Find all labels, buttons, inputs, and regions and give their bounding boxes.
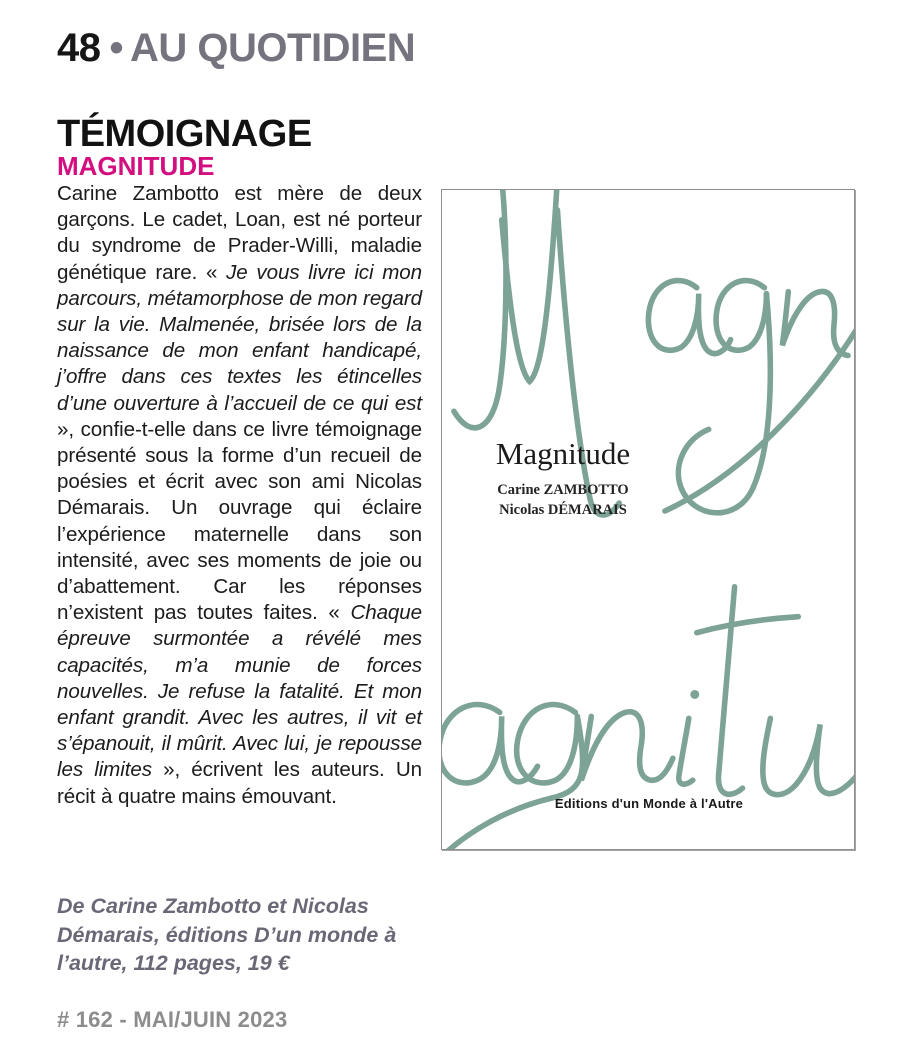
issue-line: # 162 - MAI/JUIN 2023 <box>57 1007 288 1032</box>
body-segment: », confie-t-elle dans ce livre témoignage présenté sous la forme d’un recueil de poésies et écrit avec son ami Nicolas Démarais. Un ouvrage qui éclaire l’expérience maternelle dans son intensité, avec ses moments de joie ou d’abattement. Car les réponses n’existent pas toutes faites. « <box>57 417 422 625</box>
article-title: MAGNITUDE <box>57 151 215 181</box>
book-title: Magnitude <box>495 436 631 471</box>
book-author-2: Nicolas DÉMARAIS <box>499 501 627 518</box>
body-segment: », écrivent les auteurs. Un récit à quatre mains émouvant. <box>57 758 422 808</box>
body-segment: Carine Zambotto est mère de deux garçons. Le cadet, Loan, est né porteur du syndrome de Prader-Willi, maladie génétique rare. « <box>57 182 422 284</box>
book-author-1: Carine ZAMBOTTO <box>497 482 629 498</box>
page-number: 48 <box>57 26 101 70</box>
section-title: AU QUOTIDIEN <box>130 26 416 70</box>
body-quote: Chaque épreuve surmontée a révélé mes capacités, m’a munie de forces nouvelles. Je refuse la fatalité. Et mon enfant grandit. Avec les autres, il vit et s’épanouit, il mûrit. Avec lui, je repousse les limites <box>57 601 422 782</box>
book-authors <box>442 481 684 520</box>
page-header <box>57 26 415 71</box>
body-quote: Je vous livre ici mon parcours, métamorphose de mon regard sur la vie. Malmenée, brisée lors de la naissance de mon enfant handicapé, j’offre dans ces textes les étincelles d’une ouverture à l’accueil de ce qui est <box>57 260 422 415</box>
book-publisher: Editions d'un Monde à l'Autre <box>554 796 744 811</box>
bullet-separator: • <box>109 26 124 70</box>
article-kicker: TÉMOIGNAGE <box>57 113 312 155</box>
article-body <box>57 181 422 810</box>
book-cover <box>441 189 855 850</box>
article-credit: De Carine Zambotto et Nicolas Démarais, éditions D’un monde à l’autre, 112 pages, 19 € <box>57 894 397 975</box>
